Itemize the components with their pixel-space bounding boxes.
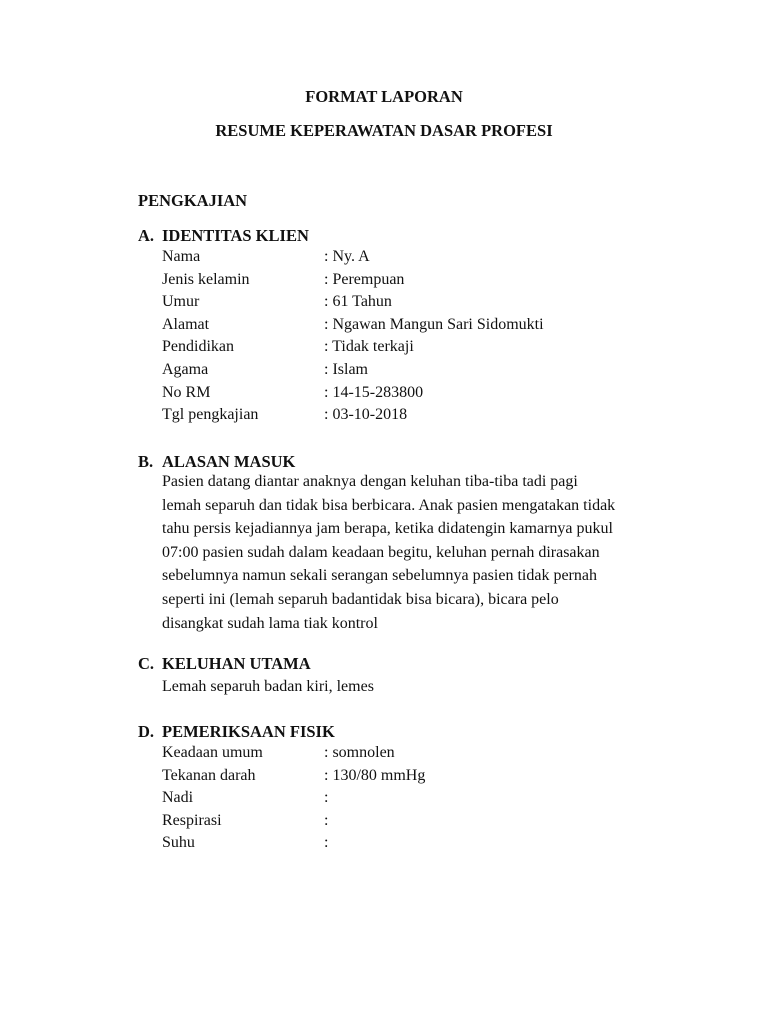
field-value: : Tidak terkaji <box>324 338 414 356</box>
field-value: : <box>324 811 329 829</box>
field-label: Tgl pengkajian <box>162 406 259 424</box>
document-subtitle: RESUME KEPERAWATAN DASAR PROFESI <box>215 121 553 140</box>
section-title: IDENTITAS KLIEN <box>162 226 309 245</box>
section-letter: C. <box>138 654 155 673</box>
field-label: Suhu <box>162 834 195 852</box>
field-value: : Ngawan Mangun Sari Sidomukti <box>324 315 544 333</box>
paragraph-line: disangkat sudah lama tiak kontrol <box>162 614 378 632</box>
field-label: Agama <box>162 360 209 378</box>
field-label: Tekanan darah <box>162 766 256 784</box>
identitas-row-pendidikan <box>162 336 544 359</box>
heading-alasan-masuk <box>138 452 295 472</box>
identitas-list <box>162 246 544 427</box>
section-heading-pengkajian: PENGKAJIAN <box>138 191 248 210</box>
fisik-row-keadaan-umum <box>162 742 425 765</box>
field-label: No RM <box>162 383 211 401</box>
identitas-row-umur <box>162 291 544 314</box>
identitas-row-jenis-kelamin <box>162 269 544 292</box>
field-label: Nadi <box>162 789 194 807</box>
field-label: Respirasi <box>162 811 222 829</box>
field-label: Umur <box>162 293 200 311</box>
section-letter: A. <box>138 226 155 245</box>
document-title: FORMAT LAPORAN <box>305 87 463 106</box>
field-value: : 61 Tahun <box>324 293 392 311</box>
field-value: : 130/80 mmHg <box>324 766 426 784</box>
identitas-row-tgl-pengkajian <box>162 404 544 427</box>
field-value: : Islam <box>324 360 368 378</box>
field-label: Nama <box>162 248 201 265</box>
identitas-row-nama <box>162 246 544 269</box>
field-value: : 03-10-2018 <box>324 406 408 424</box>
field-label: Alamat <box>162 315 210 333</box>
section-letter: B. <box>138 452 154 471</box>
paragraph-line: tahu persis kejadiannya jam berapa, ketika didatengin kamarnya pukul <box>162 520 613 538</box>
paragraph-line: Pasien datang diantar anaknya dengan keluhan tiba-tiba tadi pagi <box>162 473 578 490</box>
heading-identitas-klien <box>138 226 309 246</box>
field-value: : Ny. A <box>324 248 370 265</box>
field-value: : somnolen <box>324 744 395 761</box>
fisik-row-nadi <box>162 787 425 810</box>
section-title: PEMERIKSAAN FISIK <box>162 722 335 741</box>
heading-pemeriksaan-fisik <box>138 722 335 742</box>
section-title: ALASAN MASUK <box>162 452 296 471</box>
alasan-masuk-paragraph <box>162 470 682 635</box>
pemeriksaan-fisik-list <box>162 742 425 855</box>
field-value: : <box>324 789 329 807</box>
field-label: Jenis kelamin <box>162 270 250 288</box>
identitas-row-agama <box>162 359 544 382</box>
paragraph-line: lemah separuh dan tidak bisa berbicara. Anak pasien mengatakan tidak <box>162 496 616 514</box>
section-title: KELUHAN UTAMA <box>162 654 311 673</box>
identitas-row-no-rm <box>162 382 544 405</box>
paragraph-line: seperti ini (lemah separuh badantidak bisa bicara), bicara pelo <box>162 590 559 608</box>
keluhan-utama-text: Lemah separuh badan kiri, lemes <box>162 678 374 695</box>
field-value: : <box>324 834 329 852</box>
section-letter: D. <box>138 722 155 741</box>
identitas-row-alamat <box>162 314 544 337</box>
fisik-row-tekanan-darah <box>162 765 425 788</box>
field-label: Pendidikan <box>162 338 234 356</box>
field-value: : 14-15-283800 <box>324 383 424 401</box>
paragraph-line: 07:00 pasien sudah dalam keadaan begitu, keluhan pernah dirasakan <box>162 543 600 561</box>
paragraph-line: sebelumnya namun sekali serangan sebelumnya pasien tidak pernah <box>162 567 597 585</box>
fisik-row-respirasi <box>162 810 425 833</box>
heading-keluhan-utama <box>138 654 311 674</box>
field-value: : Perempuan <box>324 270 405 288</box>
fisik-row-suhu <box>162 832 425 855</box>
field-label: Keadaan umum <box>162 744 263 761</box>
